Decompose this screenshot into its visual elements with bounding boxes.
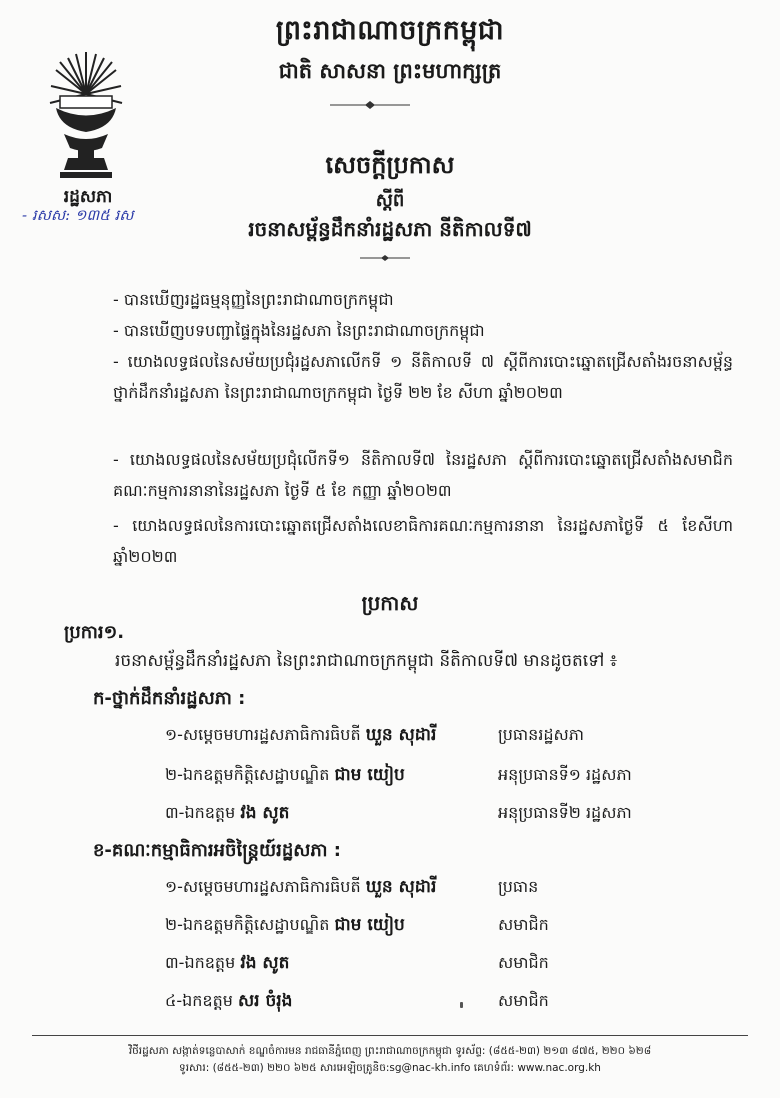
member-name: ជាម យៀប: [334, 915, 405, 935]
article-label: ប្រការ១.: [64, 622, 125, 643]
member-role: សមាជិក: [498, 953, 549, 972]
document-topic: រចនាសម្ព័ន្ធដឹកនាំរដ្ឋសភា នីតិកាលទី៧: [248, 217, 532, 241]
committee-row: [165, 990, 292, 1015]
reference-item: - យោងលទ្ធផលនៃការបោះឆ្នោតជ្រើសតាំងលេខាធិការគណៈកម្មការនានា នៃរដ្ឋសភាថ្ងៃទី ៥ ខែសីហា ឆ្នាំ២០២៣: [113, 516, 733, 566]
leadership-row: [165, 802, 289, 827]
committee-row: [165, 952, 289, 977]
section-b-heading: ខ-គណៈកម្មាធិការអចិន្ត្រៃយ៍រដ្ឋសភា :: [93, 840, 342, 861]
member-role: សមាជិក: [498, 991, 549, 1010]
member-name: ឃួន សុដារី: [365, 725, 437, 745]
leadership-row: [165, 724, 436, 749]
section-a-heading: ក-ថ្នាក់ដឹកនាំរដ្ឋសភា :: [93, 688, 246, 709]
ornament-divider: [330, 100, 410, 110]
member-name: វង សូត: [240, 953, 290, 973]
emblem-label: រដ្ឋសភា: [63, 187, 113, 207]
ink-mark: [460, 1002, 463, 1008]
row-prefix: ១-សម្តេចមហារដ្ឋសភាធិការធិបតី: [165, 725, 361, 744]
committee-row: [165, 914, 405, 939]
member-role: ប្រធាន: [498, 877, 539, 896]
committee-row: [165, 876, 436, 901]
member-role: សមាជិក: [498, 915, 549, 934]
row-prefix: ២-ឯកឧត្តមកិត្តិសេដ្ឋាបណ្ឌិត: [165, 765, 330, 784]
handwritten-reference: - រសស: ១៣៥ រស: [22, 206, 134, 224]
reference-item: - យោងលទ្ធផលនៃសម័យប្រជុំលើកទី១ នីតិកាលទី៧ នៃរដ្ឋសភា ស្តីពីការបោះឆ្នោតជ្រើសតាំងសមាជិកគណៈកម្មការនានានៃរដ្ឋសភា ថ្ងៃទី ៥ ខែ កញ្ញា ឆ្នាំ២០២៣: [113, 450, 733, 500]
row-prefix: ៣-ឯកឧត្តម: [165, 953, 236, 972]
row-prefix: ៤-ឯកឧត្តម: [165, 991, 233, 1010]
proclaim-heading: ប្រកាស: [361, 591, 419, 615]
row-prefix: ១-សម្តេចមហារដ្ឋសភាធិការធិបតី: [165, 877, 361, 896]
member-name: វង សូត: [240, 803, 290, 823]
member-role: ប្រធានរដ្ឋសភា: [498, 725, 585, 744]
member-name: ជាម យៀប: [334, 765, 405, 785]
footer-divider: [32, 1035, 748, 1036]
member-name: ឃួន សុដារី: [365, 877, 437, 897]
member-role: អនុប្រធានទី២ រដ្ឋសភា: [498, 803, 632, 822]
member-role: អនុប្រធានទី១ រដ្ឋសភា: [498, 765, 632, 784]
member-name: សរ ចំរុង: [237, 991, 293, 1011]
motto-heading: ជាតិ សាសនា ព្រះមហាក្សត្រ: [278, 59, 502, 83]
reference-item: - បានឃើញបទបញ្ជាផ្ទៃក្នុងនៃរដ្ឋសភា នៃព្រះរាជាណាចក្រកម្ពុជា: [113, 321, 485, 340]
footer-address: វិថីរដ្ឋសភា សង្កាត់ទន្លេបាសាក់ ខណ្ឌចំការមន រាជធានីភ្នំពេញ ព្រះរាជាណាចក្រកម្ពុជា ទូរស័ព្ទ: (៨៥៥-២៣) ២១៣ ៨៧៥, ២២០ ៦២៨: [128, 1045, 652, 1057]
document-title: សេចក្តីប្រកាស: [325, 151, 455, 179]
reference-item: - យោងលទ្ធផលនៃសម័យប្រជុំរដ្ឋសភាលើកទី ១ នីតិកាលទី ៧ ស្តីពីការបោះឆ្នោតជ្រើសតាំងរចនាសម្ព័ន្ធថ្នាក់ដឹកនាំរដ្ឋសភា នៃព្រះរាជាណាចក្រកម្ពុជា ថ្ងៃទី ២២ ខែ សីហា ឆ្នាំ២០២៣: [113, 352, 733, 402]
kingdom-heading: ព្រះរាជាណាចក្រកម្ពុជា: [275, 15, 505, 46]
title-ornament: [360, 254, 410, 262]
article-text: រចនាសម្ព័ន្ធដឹកនាំរដ្ឋសភា នៃព្រះរាជាណាចក្រកម្ពុជា នីតិកាលទី៧ មានដូចតទៅ ៖: [115, 651, 618, 671]
row-prefix: ២-ឯកឧត្តមកិត្តិសេដ្ឋាបណ្ឌិត: [165, 915, 330, 934]
document-subtitle: ស្តីពី: [375, 190, 405, 211]
footer-contact: ទូរសារ: (៨៥៥-២៣) ២២០ ៦២៥ សារអេឡិចត្រូនិច:sg@nac-kh.info គេហទំព័រ: www.nac.org.kh: [179, 1062, 601, 1074]
leadership-row: [165, 764, 405, 789]
row-prefix: ៣-ឯកឧត្តម: [165, 803, 236, 822]
reference-item: - បានឃើញរដ្ឋធម្មនុញ្ញនៃព្រះរាជាណាចក្រកម្ពុជា: [113, 290, 394, 309]
